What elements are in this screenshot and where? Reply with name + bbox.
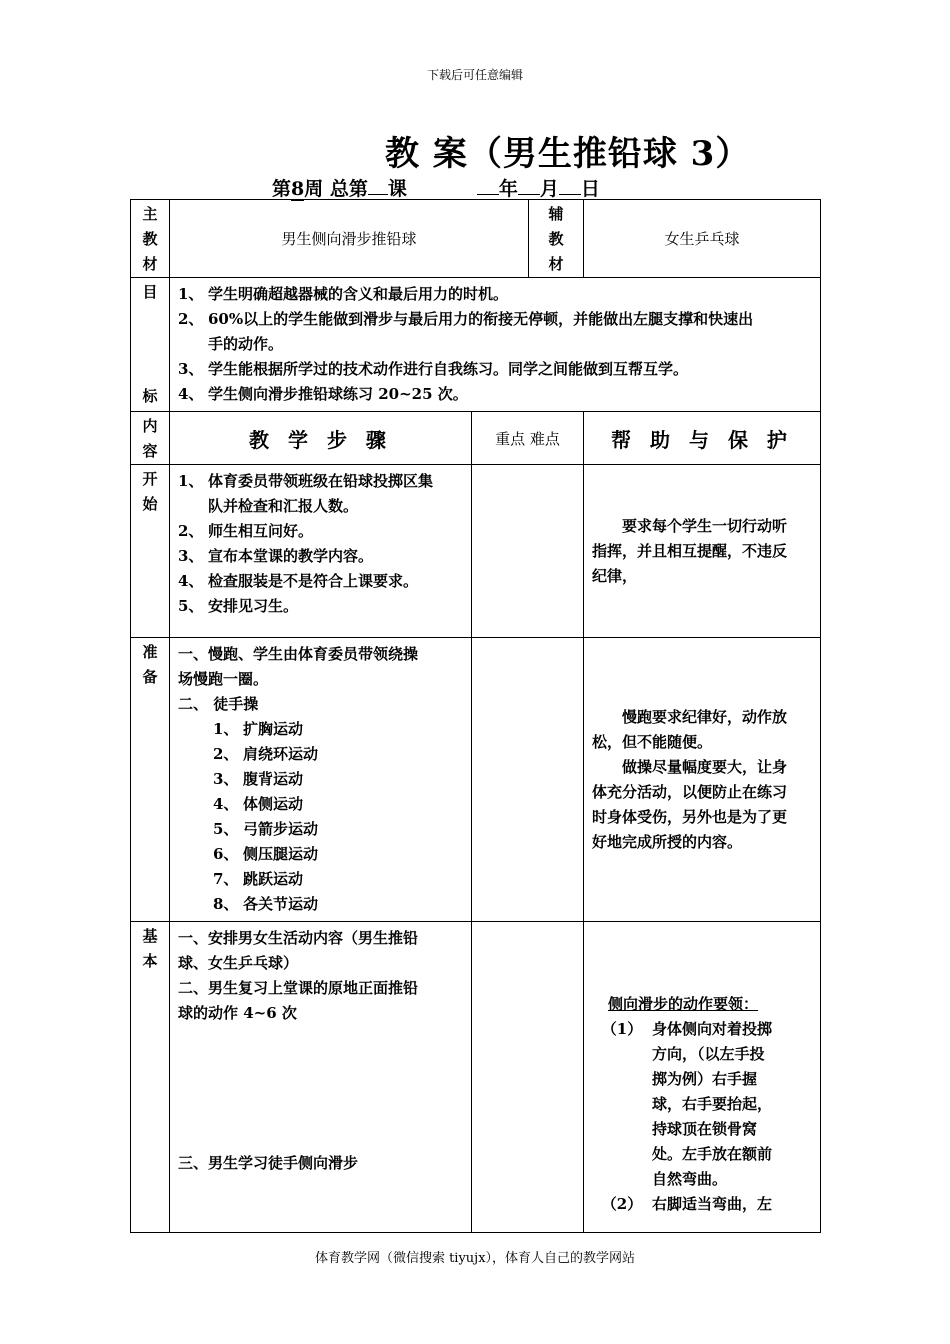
goal-item: 1、 学生明确超越器械的含义和最后用力的时机。	[178, 285, 509, 303]
prep-key-points	[472, 638, 584, 922]
essential-item-2: （2） 右脚适当弯曲，左	[601, 1195, 773, 1213]
basic-help	[584, 922, 821, 1233]
goal-item: 3、 学生能根据所学过的技术动作进行自我练习。同学之间能做到互帮互学。	[178, 360, 689, 378]
week-prefix: 第	[272, 178, 292, 200]
year-label: 年	[498, 178, 518, 200]
year-blank	[477, 194, 499, 195]
goals-row	[131, 278, 821, 412]
content-header-row	[131, 412, 821, 465]
goal-item: 4、 学生侧向滑步推铅球练习 20~25 次。	[178, 385, 468, 403]
start-row	[131, 465, 821, 638]
prep-label: 准 备	[131, 638, 170, 922]
basic-row	[131, 922, 821, 1233]
aux-material-label: 辅 教 材	[529, 200, 584, 278]
goals-list: 1、 学生明确超越器械的含义和最后用力的时机。 2、 60%以上的学生能做到滑步与最后用力的衔接无停顿，并能做出左腿支撑和快速出 手的动作。 3、 学生能根据所学过的技术动作进行自我练习。同学之间能做到互帮互学。 4、 学生侧向滑步推铅球练习 20~25 次。	[170, 278, 821, 412]
key-points-header: 重点 难点	[472, 412, 584, 465]
goals-label: 目 标	[131, 278, 170, 412]
start-key-points	[472, 465, 584, 638]
start-label: 开 始	[131, 465, 170, 638]
month-label: 月	[539, 178, 559, 200]
week-suffix: 周 总第	[304, 178, 368, 200]
day-label: 日	[580, 178, 600, 200]
basic-key-points	[472, 922, 584, 1233]
footer-note: 体育教学网（微信搜索 tiyujx），体育人自己的教学网站	[314, 1251, 636, 1266]
goal-item: 2、 60%以上的学生能做到滑步与最后用力的衔接无停顿，并能做出左腿支撑和快速出	[178, 310, 754, 328]
main-material-value: 男生侧向滑步推铅球	[170, 200, 529, 278]
materials-row	[131, 200, 821, 278]
prep-steps: 一、慢跑、学生由体育委员带领绕操 场慢跑一圈。 二、 徒手操 1、 扩胸运动 2、 肩绕环运动 3、 腹背运动 4、 体侧运动 5、 弓箭步运动 6、 侧压腿运动 7、 跳跃运动 8、 各关节运动	[170, 638, 472, 922]
start-steps: 1、 体育委员带领班级在铅球投掷区集 队并检查和汇报人数。 2、 师生相互问好。 3、 宣布本堂课的教学内容。 4、 检查服装是不是符合上课要求。 5、 安排见习生。	[170, 465, 472, 638]
day-blank	[559, 194, 581, 195]
week-number: 8	[291, 178, 305, 200]
lesson-suffix: 课	[387, 178, 407, 200]
basic-steps: 一、安排男女生活动内容（男生推铅 球、女生乒乓球） 二、男生复习上堂课的原地正面推铅 球的动作 4~6 次 三、男生学习徒手侧向滑步	[170, 922, 472, 1233]
content-label: 内 容	[131, 412, 170, 465]
prep-help: 慢跑要求纪律好，动作放 松，但不能随便。 做操尽量幅度要大，让身 体充分活动，以便防止在练习 时身体受伤，另外也是为了更 好地完成所授的内容。	[584, 638, 821, 922]
lesson-date-line	[272, 174, 600, 201]
page-title: 教 案（男生推铅球 3）	[385, 134, 751, 174]
teaching-steps-header: 教 学 步 骤	[170, 412, 472, 465]
aux-material-value: 女生乒乓球	[584, 200, 821, 278]
essential-item-1: （1） 身体侧向对着投掷 方向，（以左手投 掷为例）右手握 球，右手要抬起， 持球顶在锁骨窝 处。左手放在额前 自然弯曲。	[601, 1020, 773, 1188]
lesson-blank	[368, 194, 388, 195]
main-material-label: 主 教 材	[131, 200, 170, 278]
prep-row	[131, 638, 821, 922]
basic-label: 基 本	[131, 922, 170, 1233]
help-protect-header: 帮 助 与 保 护	[584, 412, 821, 465]
month-blank	[518, 194, 540, 195]
essentials-title: 侧向滑步的动作要领：	[608, 995, 759, 1013]
lesson-plan-table	[130, 199, 821, 1233]
start-help: 要求每个学生一切行动听 指挥，并且相互提醒，不违反 纪律，	[584, 465, 821, 638]
header-note: 下载后可任意编辑	[426, 68, 523, 82]
